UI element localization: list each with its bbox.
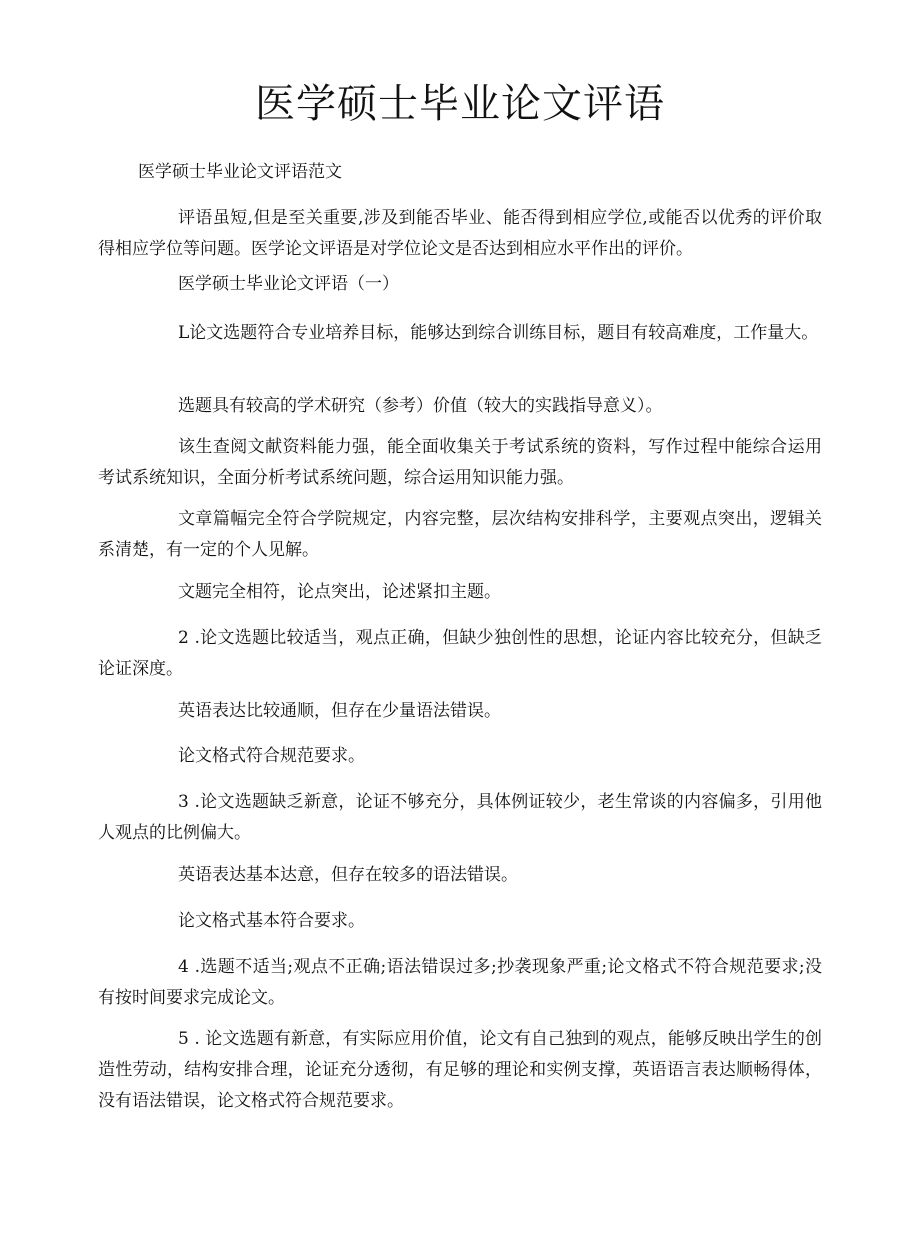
paragraph-2: 选题具有较高的学术研究（参考）价值（较大的实践指导意义）。 xyxy=(178,396,663,416)
paragraph-12: 4 .选题不适当;观点不正确;语法错误过多;抄袭现象严重;论文格式不符合规范要求;没有按时间要求完成论文。 xyxy=(98,957,822,1008)
intro-paragraph: 评语虽短,但是至关重要,涉及到能否毕业、能否得到相应学位,或能否以优秀的评价取得相应学位等问题。医学论文评语是对学位论文是否达到相应水平作出的评价。 xyxy=(98,208,822,259)
paragraph-4: 文章篇幅完全符合学院规定，内容完整，层次结构安排科学，主要观点突出，逻辑关系清楚，有一定的个人见解。 xyxy=(98,509,822,560)
paragraph-9: 3 .论文选题缺乏新意，论证不够充分，具体例证较少，老生常谈的内容偏多，引用他人观点的比例偏大。 xyxy=(98,792,822,843)
paragraph-6: 2 .论文选题比较适当，观点正确，但缺少独创性的思想，论证内容比较充分，但缺乏论证深度。 xyxy=(98,628,822,679)
paragraph-7: 英语表达比较通顺，但存在少量语法错误。 xyxy=(178,701,501,721)
paragraph-1: L论文选题符合专业培养目标，能够达到综合训练目标，题目有较高难度，工作量大。 xyxy=(178,323,819,343)
document-title: 医学硕士毕业论文评语 xyxy=(255,81,665,127)
paragraph-3: 该生查阅文献资料能力强，能全面收集关于考试系统的资料，写作过程中能综合运用考试系统知识，全面分析考试系统问题，综合运用知识能力强。 xyxy=(98,437,822,488)
section-heading: 医学硕士毕业论文评语（一） xyxy=(178,274,399,294)
document-subtitle: 医学硕士毕业论文评语范文 xyxy=(138,162,342,182)
paragraph-5: 文题完全相符，论点突出，论述紧扣主题。 xyxy=(178,582,501,602)
paragraph-11: 论文格式基本符合要求。 xyxy=(178,911,365,931)
paragraph-8: 论文格式符合规范要求。 xyxy=(178,746,365,766)
paragraph-10: 英语表达基本达意，但存在较多的语法错误。 xyxy=(178,865,518,885)
paragraph-13: 5 . 论文选题有新意，有实际应用价值，论文有自己独到的观点，能够反映出学生的创造性劳动，结构安排合理，论证充分透彻，有足够的理论和实例支撑，英语语言表达顺畅得体，没有语法错误，论文格式符合规范要求。 xyxy=(98,1029,822,1111)
